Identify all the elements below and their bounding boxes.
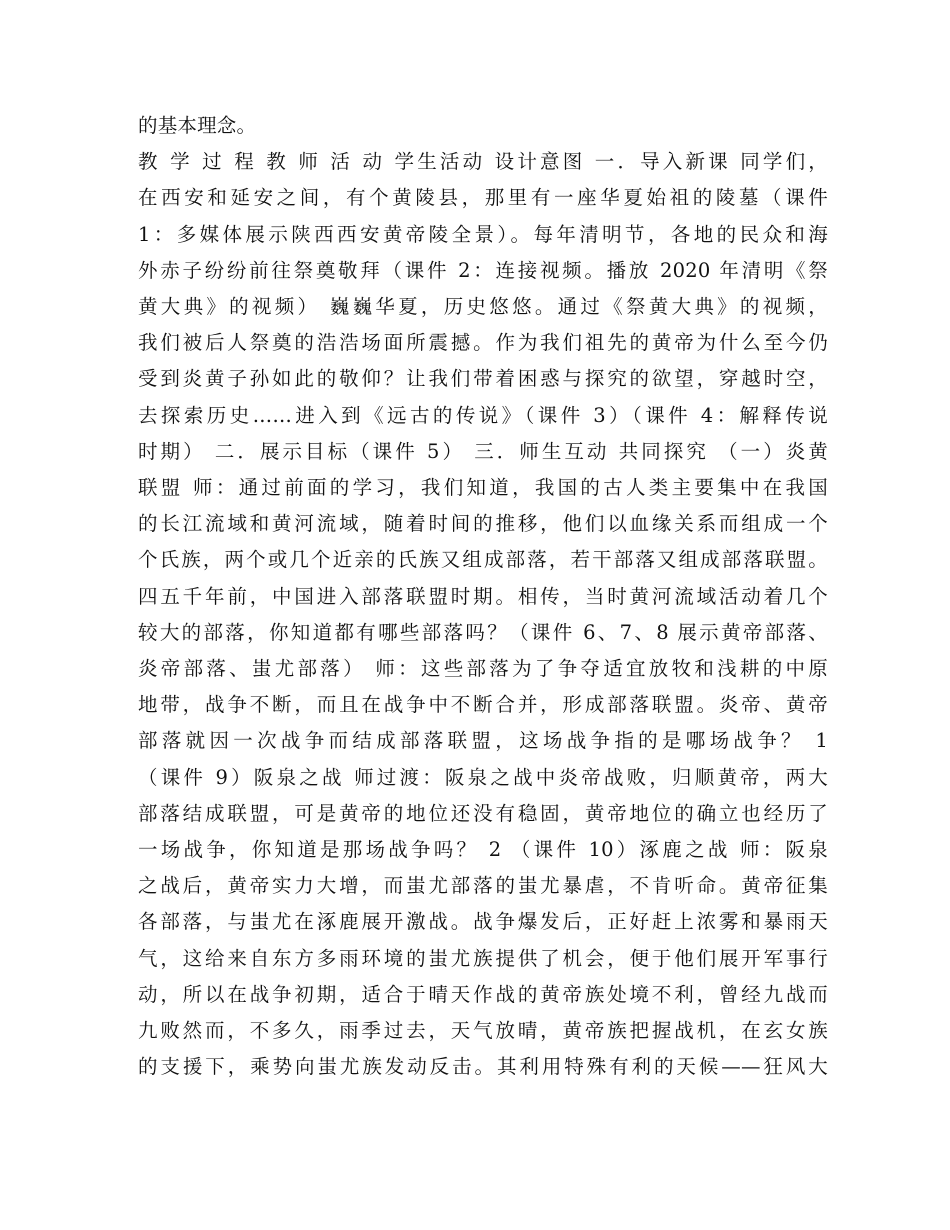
text-line: 1：多媒体展示陕西西安黄帝陵全景）。每年清明节，各地的民众和海	[138, 222, 828, 246]
text-line: 地带，战争不断，而且在战争中不断合并，形成部落联盟。炎帝、黄帝	[138, 693, 828, 717]
text-line: 教 学 过 程 教 师 活 动 学生活动 设计意图 一．导入新课 同学们，	[138, 150, 828, 174]
text-line: 外赤子纷纷前往祭奠敬拜（课件 2：连接视频。播放 2020 年清明《祭	[138, 258, 828, 282]
text-line: 的长江流域和黄河流域，随着时间的推移，他们以血缘关系而组成一个	[138, 512, 828, 536]
text-line: 我们被后人祭奠的浩浩场面所震撼。作为我们祖先的黄帝为什么至今仍	[138, 331, 828, 355]
text-line: 部落结成联盟，可是黄帝的地位还没有稳固，黄帝地位的确立也经历了	[138, 801, 828, 825]
text-line: 各部落，与蚩尤在涿鹿展开激战。战争爆发后，正好赶上浓雾和暴雨天	[138, 910, 828, 934]
text-line: 之战后，黄帝实力大增，而蚩尤部落的蚩尤暴虐，不肯听命。黄帝征集	[138, 874, 828, 898]
text-line: 联盟 师：通过前面的学习，我们知道，我国的古人类主要集中在我国	[138, 476, 828, 500]
text-line: 在西安和延安之间，有个黄陵县，那里有一座华夏始祖的陵墓（课件	[138, 186, 828, 210]
text-line: 个氏族，两个或几个近亲的氏族又组成部落，若干部落又组成部落联盟。	[138, 548, 828, 572]
text-line: 一场战争，你知道是那场战争吗？ 2 （课件 10）涿鹿之战 师：阪泉	[138, 838, 828, 862]
text-line: 的支援下，乘势向蚩尤族发动反击。其利用特殊有利的天候——狂风大	[138, 1055, 828, 1079]
text-line: 去探索历史……进入到《远古的传说》（课件 3）（课件 4：解释传说	[138, 403, 828, 427]
text-line: 的基本理念。	[138, 114, 257, 137]
text-line: （课件 9）阪泉之战 师过渡：阪泉之战中炎帝战败，归顺黄帝，两大	[138, 765, 828, 789]
text-line: 九败然而，不多久，雨季过去，天气放晴，黄帝族把握战机，在玄女族	[138, 1019, 828, 1043]
text-line: 气，这给来自东方多雨环境的蚩尤族提供了机会，便于他们展开军事行	[138, 946, 828, 970]
text-line: 四五千年前，中国进入部落联盟时期。相传，当时黄河流域活动着几个	[138, 584, 828, 608]
text-line: 炎帝部落、蚩尤部落） 师：这些部落为了争夺适宜放牧和浅耕的中原	[138, 657, 828, 681]
document-body	[138, 108, 828, 1085]
text-line: 时期） 二．展示目标（课件 5） 三．师生互动 共同探究 （一）炎黄	[138, 439, 828, 463]
text-line: 部落就因一次战争而结成部落联盟，这场战争指的是哪场战争？ 1	[138, 729, 828, 753]
text-line: 受到炎黄子孙如此的敬仰？让我们带着困惑与探究的欲望，穿越时空，	[138, 367, 828, 391]
text-line: 黄大典》的视频） 巍巍华夏，历史悠悠。通过《祭黄大典》的视频，	[138, 295, 828, 319]
text-line: 动，所以在战争初期，适合于晴天作战的黄帝族处境不利，曾经九战而	[138, 982, 828, 1006]
text-line: 较大的部落，你知道都有哪些部落吗？（课件 6、7、8 展示黄帝部落、	[138, 620, 828, 644]
